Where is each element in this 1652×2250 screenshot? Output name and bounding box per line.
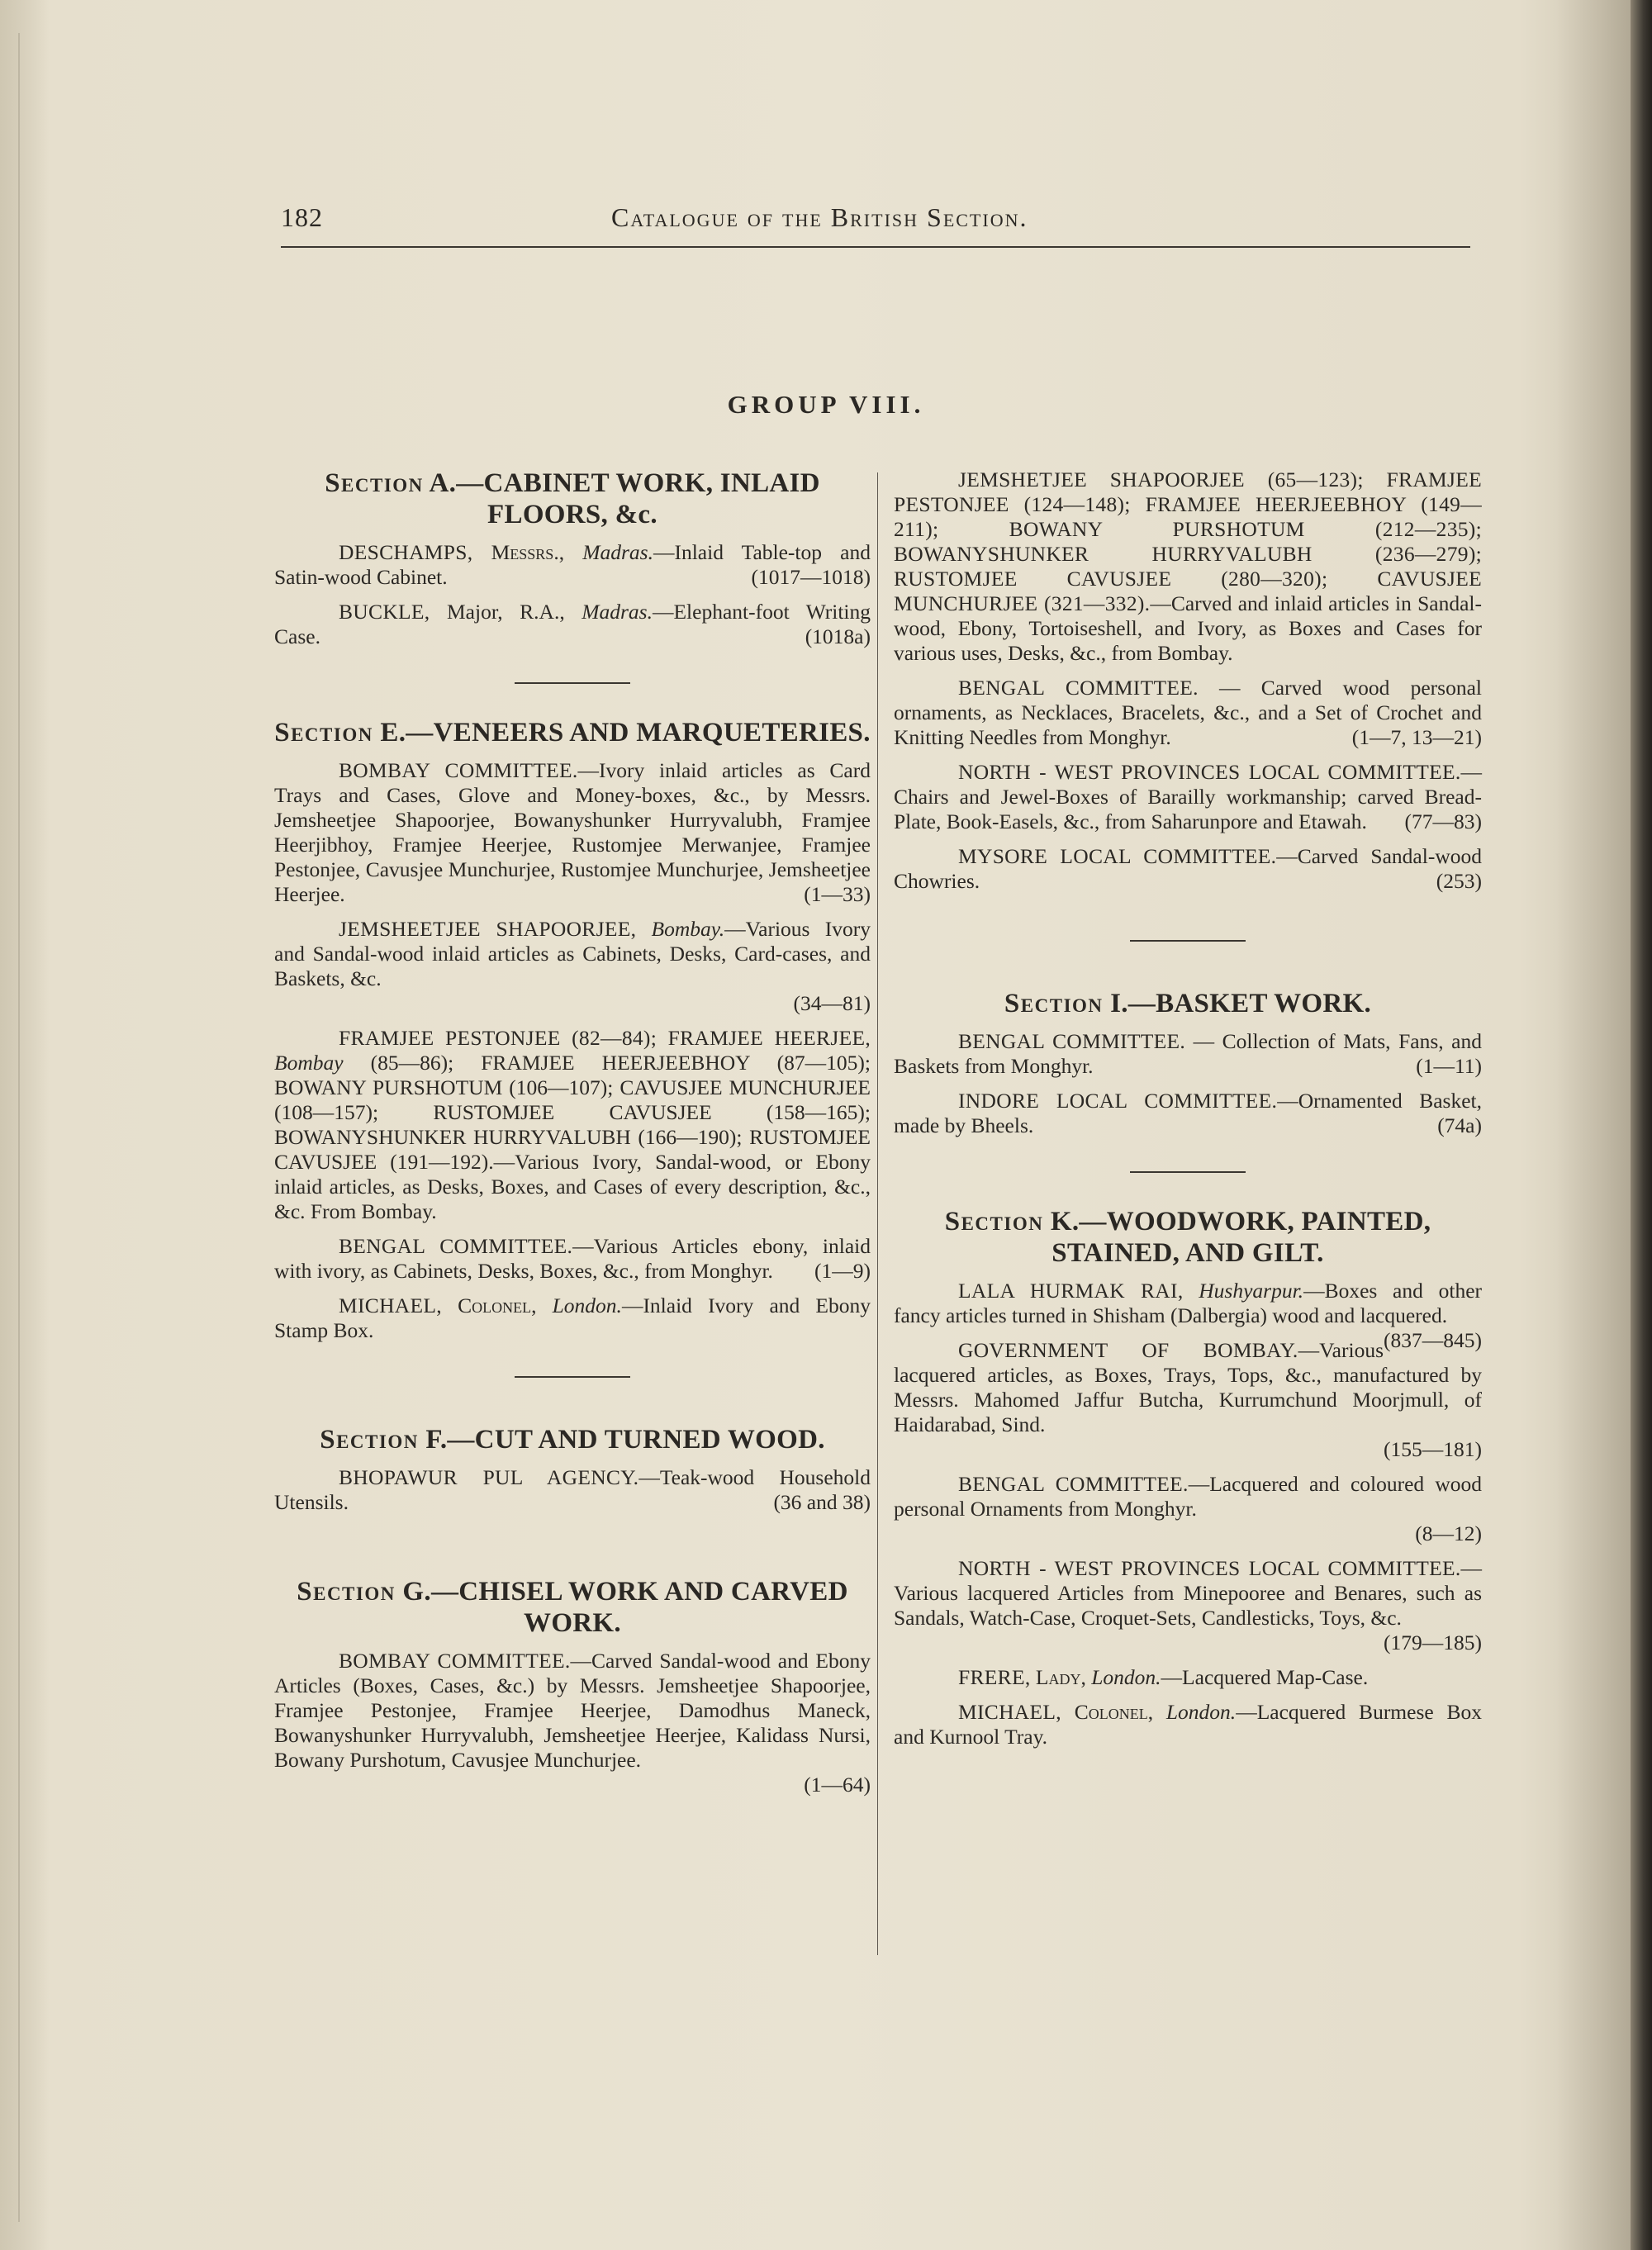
section-i-heading: Section I.—BASKET WORK. [1004,989,1372,1018]
section-a-heading: Section A.—CABINET WORK, INLAID FLOORS, &c. [325,468,820,529]
running-head [281,202,1470,244]
section-e-heading: Section E.—VENEERS AND MARQUETERIES. [274,718,871,748]
entry-bengal-committee: BENGAL COMMITTEE.—Various Articles ebony, inlaid with ivory, as Cabinets, Desks, Boxes, &c., from Monghyr. (1—9) [274,1234,871,1283]
entry-government-of-bombay: GOVERNMENT OF BOMBAY.—Various lacquered articles, as Boxes, Trays, Tops, &c., manufactured by Messrs. Mahomed Jaffur Butcha, Kurrumchund Moorjmull, of Haidarabad, Sind. (155—181) [894,1338,1482,1461]
section-g-heading: Section G.—CHISEL WORK AND CARVED WORK. [297,1577,848,1638]
entry-lala-hurmak-rai: LALA HURMAK RAI, Hushyarpur.—Boxes and other fancy articles turned in Shisham (Dalbergia) wood and lacquered. (837—845) [894,1279,1483,1352]
entry-mysore-committee: MYSORE LOCAL COMMITTEE.—Carved Sandal-wood Chowries. (253) [894,844,1482,893]
entry-bombay-committee: BOMBAY COMMITTEE.—Ivory inlaid articles as Card Trays and Cases, Glove and Money-boxes, &c., by Messrs. Jemsheetjee Shapoorjee, Bowanyshunker Hurryvalubh, Framjee Heerjibhoy, Framjee Heerjee, Rustomjee Merwanjee, Framjee Pestonjee, Cavusjee Munchurjee, Rustomjee Munchurjee, Jemsheetjee Heerjee. (1—33) [274,758,871,906]
entry-nw-provinces-lacquered: NORTH - WEST PROVINCES LOCAL COMMITTEE.—Various lacquered Articles from Minepooree and Benares, such as Sandals, Watch-Case, Croquet-Sets, Candlesticks, Toys, &c. (179—185) [894,1556,1482,1654]
right-column [894,468,1482,1749]
section-f-heading: Section F.—CUT AND TURNED WOOD. [320,1425,825,1455]
page-edge-line [18,33,20,2222]
entry-nw-provinces-chairs: NORTH - WEST PROVINCES LOCAL COMMITTEE.—Chairs and Jewel-Boxes of Barailly workmanship; carved Bread-Plate, Book-Easels, &c., from Saharunpore and Etawah. (77—83) [894,760,1482,833]
left-column [274,468,871,1797]
entry-michael-colonel: MICHAEL, Colonel, London.—Inlaid Ivory and Ebony Stamp Box. [274,1294,871,1342]
page-number: 182 [281,202,323,232]
entry-bhopawur-pul-agency: BHOPAWUR PUL AGENCY.—Teak-wood Household Utensils. (36 and 38) [274,1465,871,1514]
group-title: GROUP VIII. [727,390,925,419]
book-spine [1631,0,1652,2250]
entry-bombay-committee-carved: BOMBAY COMMITTEE.—Carved Sandal-wood and Ebony Articles (Boxes, Cases, &c.) by Messrs. Jemsheetjee Shapoorjee, Framjee Pestonjee, Framjee Heerjee, Damodhus Maneck, Bowanyshunker Hurryvalubh, Jemsheetjee Heerjee, Kalidass Nursi, Bowany Purshotum, Cavusjee Munchurjee. (1—64) [274,1649,871,1797]
page-edge-shading [0,0,50,2250]
section-k-heading: Section K.—WOODWORK, PAINTED, STAINED, AND GILT. [944,1207,1431,1268]
binding-shadow [1556,0,1631,2250]
entry-deschamps: DESCHAMPS, Messrs., Madras.—Inlaid Table-top and Satin-wood Cabinet. (1017—1018) [274,540,871,589]
entry-buckle: BUCKLE, Major, R.A., Madras.—Elephant-foot Writing Case. (1018a) [274,600,871,648]
entry-bengal-carved-ornaments: BENGAL COMMITTEE. — Carved wood personal ornaments, as Necklaces, Bracelets, &c., and a Set of Crochet and Knitting Needles from Monghyr. (1—7, 13—21) [894,676,1482,749]
entry-indore-committee: INDORE LOCAL COMMITTEE.—Ornamented Basket, made by Bheels. (74a) [894,1089,1483,1137]
header-rule [281,246,1470,248]
entry-bengal-baskets: BENGAL COMMITTEE. — Collection of Mats, Fans, and Baskets from Monghyr. (1—11) [894,1029,1482,1078]
entry-framjee-pestonjee: FRAMJEE PESTONJEE (82—84); FRAMJEE HEERJEE, Bombay (85—86); FRAMJEE HEERJEEBHOY (87—105); BOWANY PURSHOTUM (106—107); CAVUSJEE MUNCHURJEE (108—157); RUSTOMJEE CAVUSJEE (158—165); BOWANYSHUNKER HURRYVALUBH (166—190); RUSTOMJEE CAVUSJEE (191—192).—Various Ivory, Sandal-wood, or Ebony inlaid articles, as Desks, Boxes, and Cases of every description, &c., &c. From Bombay. [274,1026,871,1223]
entry-frere-lady: FRERE, Lady, London.—Lacquered Map-Case. [958,1665,1369,1689]
entry-michael-colonel-lacquered: MICHAEL, Colonel, London.—Lacquered Burmese Box and Kurnool Tray. [894,1700,1482,1749]
entry-jemshetjee-continued: JEMSHETJEE SHAPOORJEE (65—123); FRAMJEE PESTONJEE (124—148); FRAMJEE HEERJEEBHOY (149—211); BOWANY PURSHOTUM (212—235); BOWANYSHUNKER HURRYVALUBH (236—279); RUSTOMJEE CAVUSJEE (280—320); CAVUSJEE MUNCHURJEE (321—332).—Carved and inlaid articles in Sandal-wood, Ebony, Tortoiseshell, and Ivory, as Boxes and Cases for various uses, Desks, &c., from Bombay. [894,468,1482,665]
entry-bengal-lacquered: BENGAL COMMITTEE.—Lacquered and coloured wood personal Ornaments from Monghyr. (8—12) [894,1472,1482,1545]
column-divider [877,472,878,1955]
entry-jemsheetjee-shapoorjee: JEMSHEETJEE SHAPOORJEE, Bombay.—Various Ivory and Sandal-wood inlaid articles as Cabinets, Desks, Card-cases, and Baskets, &c. (34—81) [274,917,871,1015]
running-title: Catalogue of the British Section. [611,202,1028,232]
